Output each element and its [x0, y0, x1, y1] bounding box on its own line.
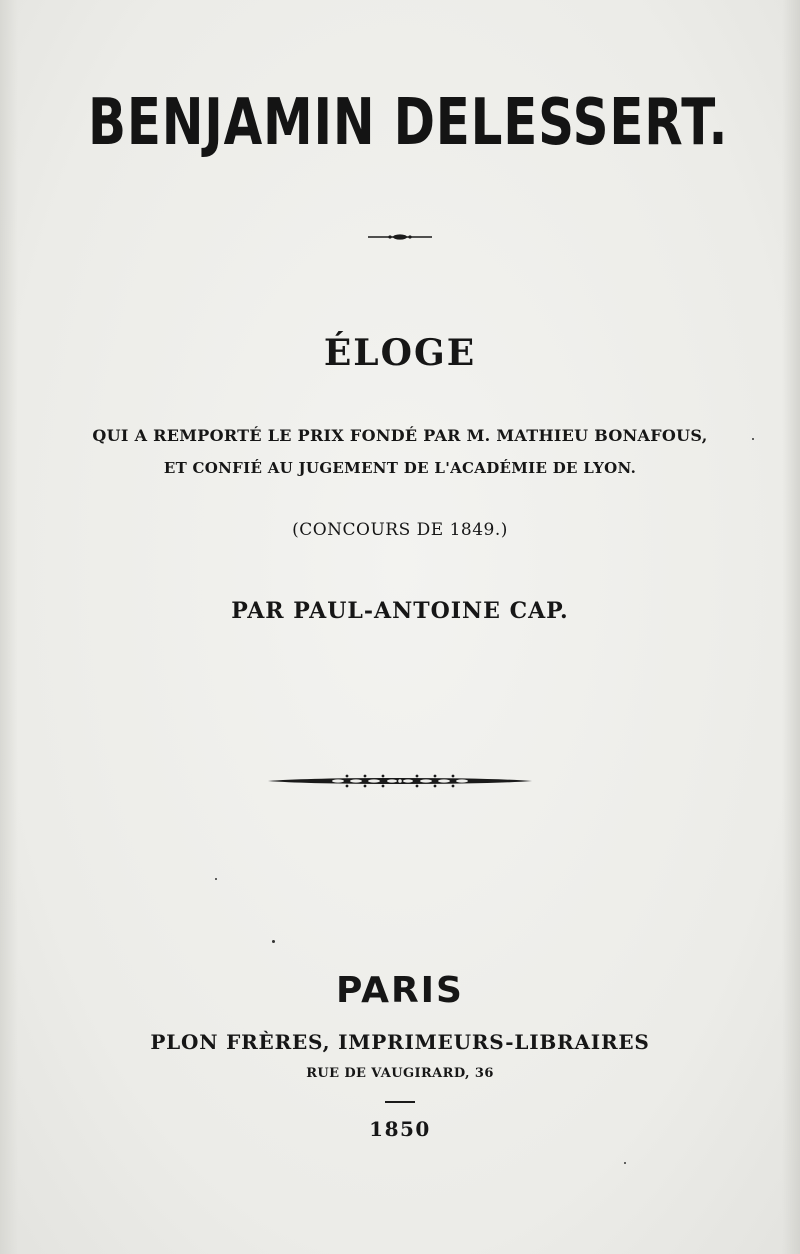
imprint-publisher: PLON FRÈRES, IMPRIMEURS-LIBRAIRES: [150, 1030, 650, 1054]
imprint-year: 1850: [369, 1117, 431, 1141]
competition-note: (CONCOURS DE 1849.): [292, 520, 508, 540]
imprint-city: PARIS: [336, 970, 464, 1011]
ink-speck: [624, 1162, 626, 1164]
book-title: BENJAMIN DELESSERT.: [88, 86, 729, 160]
ink-speck: [215, 878, 217, 880]
small-ornamental-rule: [368, 230, 432, 244]
prize-line-2: ET CONFIÉ AU JUGEMENT DE L'ACADÉMIE DE LYON.: [163, 459, 637, 477]
decorative-ornament-rule: [268, 772, 532, 790]
prize-line-1: QUI A REMPORTÉ LE PRIX FONDÉ PAR M. MATHIEU BONAFOUS,: [92, 426, 708, 445]
imprint-rule: [385, 1101, 415, 1103]
ink-speck: [752, 438, 754, 440]
ink-speck: [272, 940, 275, 943]
genre-heading: ÉLOGE: [323, 332, 477, 374]
author-line: PAR PAUL-ANTOINE CAP.: [231, 598, 569, 624]
imprint-address: RUE DE VAUGIRARD, 36: [306, 1066, 494, 1081]
